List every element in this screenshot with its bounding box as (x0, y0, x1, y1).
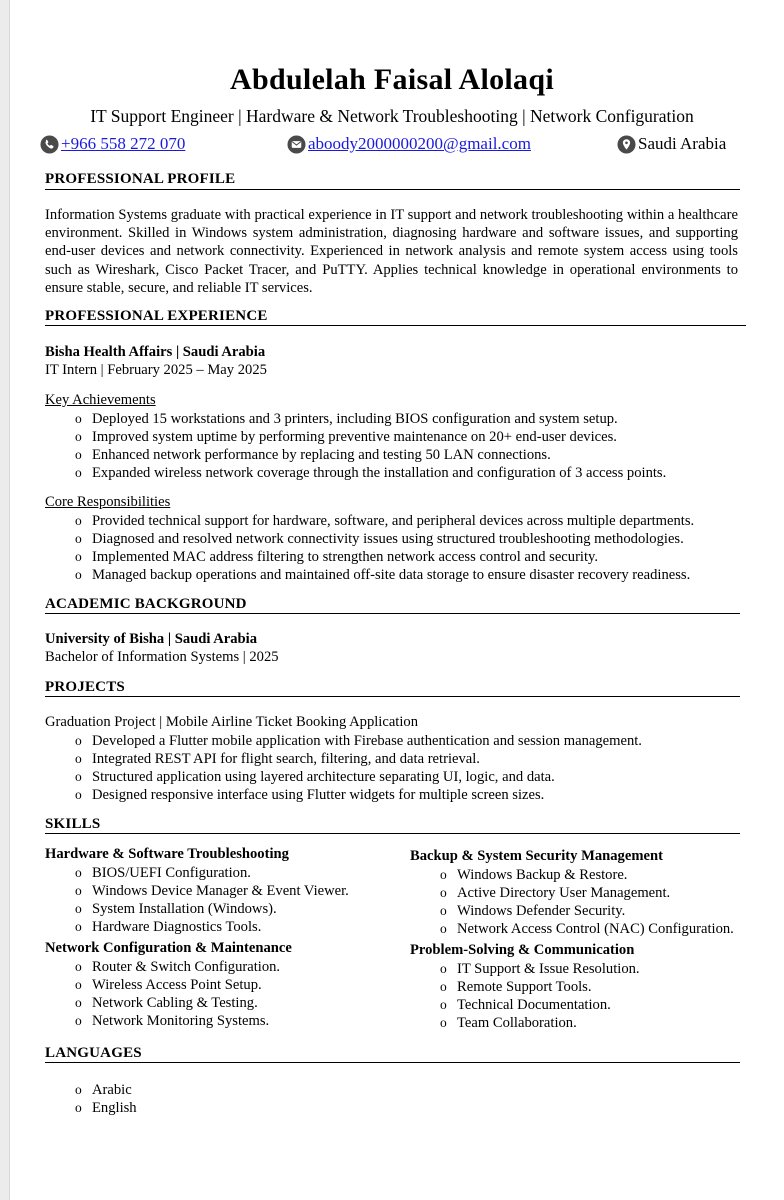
section-heading-experience: PROFESSIONAL EXPERIENCE (45, 308, 268, 324)
list-item: o Deployed 15 workstations and 3 printers, including BIOS configuration and system setup. (45, 410, 666, 428)
page-edge-line (9, 0, 10, 1200)
school-name: University of Bisha | Saudi Arabia (45, 631, 258, 647)
candidate-name: Abdulelah Faisal Alolaqi (230, 63, 554, 96)
candidate-headline: IT Support Engineer | Hardware & Network Troubleshooting | Network Configuration (90, 106, 694, 126)
skill-group-title: Hardware & Software Troubleshooting (45, 846, 289, 862)
page-edge-shadow (0, 0, 9, 1200)
skill-group-title: Network Configuration & Maintenance (45, 940, 292, 956)
list-item: o Team Collaboration. (410, 1014, 640, 1032)
location-pin-icon (617, 135, 636, 154)
project-title: Graduation Project | Mobile Airline Ticket Booking Application (45, 714, 419, 730)
list-item: o Implemented MAC address filtering to strengthen network access control and security. (45, 548, 694, 566)
list-item: o English (45, 1099, 137, 1117)
list-item: o Designed responsive interface using Flutter widgets for multiple screen sizes. (45, 786, 642, 804)
section-heading-projects: PROJECTS (45, 679, 125, 695)
phone-link[interactable]: +966 558 272 070 (61, 134, 186, 153)
responsibilities-list (45, 512, 694, 584)
achievements-list (45, 410, 666, 482)
section-heading-profile: PROFESSIONAL PROFILE (45, 171, 236, 187)
list-item: o Technical Documentation. (410, 996, 640, 1014)
skill-group-list (410, 866, 734, 938)
section-divider (45, 189, 740, 190)
list-item: o Wireless Access Point Setup. (45, 976, 280, 994)
list-item: o Active Directory User Management. (410, 884, 734, 902)
list-item: o Expanded wireless network coverage through the installation and configuration of 3 access points. (45, 464, 666, 482)
list-item: o Managed backup operations and maintained off-site data storage to ensure disaster recovery readiness. (45, 566, 694, 584)
list-item: o Diagnosed and resolved network connectivity issues using structured troubleshooting methodologies. (45, 530, 694, 548)
list-item: o Integrated REST API for flight search, filtering, and data retrieval. (45, 750, 642, 768)
degree: Bachelor of Information Systems | 2025 (45, 649, 279, 665)
list-item: o Network Monitoring Systems. (45, 1012, 280, 1030)
section-divider (45, 325, 746, 326)
list-item: o Provided technical support for hardware, software, and peripheral devices across multiple departments. (45, 512, 694, 530)
employer: Bisha Health Affairs | Saudi Arabia (45, 344, 266, 360)
list-item: o System Installation (Windows). (45, 900, 349, 918)
list-item: o IT Support & Issue Resolution. (410, 960, 640, 978)
achievements-title: Key Achievements (45, 392, 156, 408)
section-heading-education: ACADEMIC BACKGROUND (45, 596, 247, 612)
contact-location (617, 134, 726, 154)
section-divider (45, 1062, 740, 1063)
list-item: o Improved system uptime by performing preventive maintenance on 20+ end-user devices. (45, 428, 666, 446)
profile-summary: Information Systems graduate with practical experience in IT support and network troubleshooting within a healthcare environment. Skilled in Windows system administration, diagnosing hardware and software issues, and supporting end-user devices and network connectivity. Experienced in network analysis and remote system access using tools such as Wireshark, Cisco Packet Tracer, and PuTTY. Applies technical knowledge in operational environments to ensure stable, secure, and reliable IT services. (45, 207, 738, 296)
responsibilities-title: Core Responsibilities (45, 494, 171, 510)
skill-group-list (45, 864, 349, 936)
job-role: IT Intern | February 2025 – May 2025 (45, 362, 267, 378)
email-link[interactable]: aboody2000000200@gmail.com (308, 134, 531, 153)
project-details-list (45, 732, 642, 804)
list-item: o Windows Backup & Restore. (410, 866, 734, 884)
section-divider (45, 696, 740, 697)
list-item: o Network Cabling & Testing. (45, 994, 280, 1012)
skill-group-title: Backup & System Security Management (410, 848, 663, 864)
section-divider (45, 613, 740, 614)
skill-group-list (45, 958, 280, 1030)
skill-group-title: Problem-Solving & Communication (410, 942, 635, 958)
list-item: o Router & Switch Configuration. (45, 958, 280, 976)
location-text: Saudi Arabia (638, 134, 727, 153)
list-item: o Windows Device Manager & Event Viewer. (45, 882, 349, 900)
contact-email (287, 134, 531, 154)
list-item: o Network Access Control (NAC) Configuration. (410, 920, 734, 938)
section-divider (45, 833, 740, 834)
list-item: o Enhanced network performance by replacing and testing 50 LAN connections. (45, 446, 666, 464)
list-item: o Hardware Diagnostics Tools. (45, 918, 349, 936)
section-heading-skills: SKILLS (45, 816, 101, 832)
list-item: o Windows Defender Security. (410, 902, 734, 920)
phone-icon (40, 135, 59, 154)
list-item: o Arabic (45, 1081, 137, 1099)
skill-group-list (410, 960, 640, 1032)
section-heading-languages: LANGUAGES (45, 1045, 142, 1061)
email-icon (287, 135, 306, 154)
languages-list (45, 1081, 137, 1117)
list-item: o BIOS/UEFI Configuration. (45, 864, 349, 882)
contact-phone (40, 134, 185, 154)
list-item: o Remote Support Tools. (410, 978, 640, 996)
list-item: o Developed a Flutter mobile application with Firebase authentication and session management. (45, 732, 642, 750)
list-item: o Structured application using layered architecture separating UI, logic, and data. (45, 768, 642, 786)
